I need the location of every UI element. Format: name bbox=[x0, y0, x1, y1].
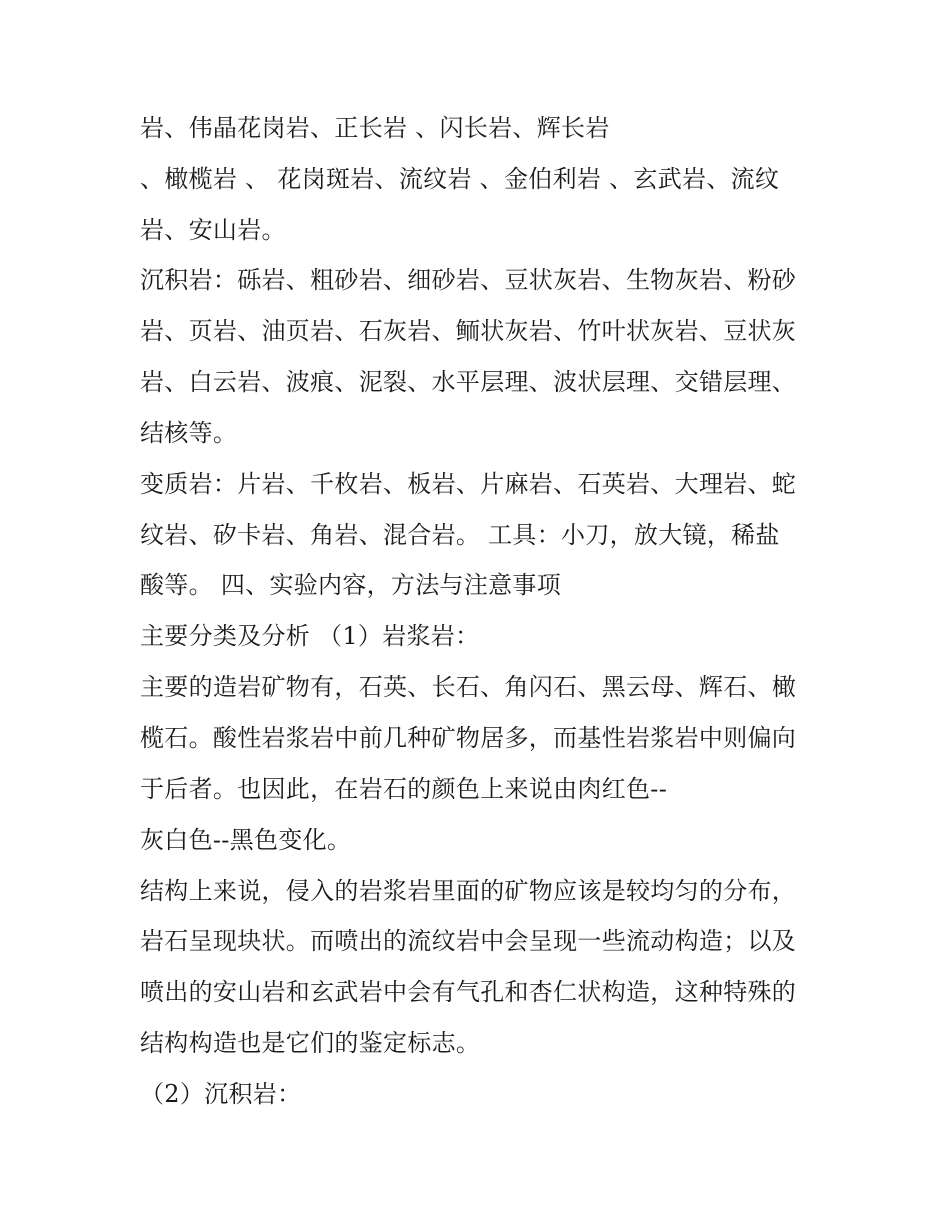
section-heading: 主要分类及分析 （1）岩浆岩： bbox=[140, 622, 480, 650]
text-line: 结构构造也是它们的鉴定标志。 bbox=[140, 1029, 481, 1057]
text-line: 灰白色--黑色变化。 bbox=[140, 826, 352, 854]
text-line: 喷出的安山岩和玄武岩中会有气孔和杏仁状构造，这种特殊的 bbox=[140, 978, 797, 1006]
text-line: 、橄榄岩 、 花岗斑岩、流纹岩 、金伯利岩 、玄武岩、流纹 bbox=[140, 165, 780, 193]
text-line: 沉积岩：砾岩、粗砂岩、细砂岩、豆状灰岩、生物灰岩、粉砂 bbox=[140, 266, 797, 294]
text-line: 岩、伟晶花岗岩、正长岩 、闪长岩、辉长岩 bbox=[140, 114, 610, 142]
section-heading: （2）沉积岩： bbox=[140, 1080, 302, 1108]
text-line: 岩、白云岩、波痕、泥裂、水平层理、波状层理、交错层理、 bbox=[140, 368, 797, 396]
text-line: 岩、页岩、油页岩、石灰岩、鲕状灰岩、竹叶状灰岩、豆状灰 bbox=[140, 317, 797, 345]
text-line: 结核等。 bbox=[140, 419, 238, 447]
text-line: 岩、安山岩。 bbox=[140, 216, 286, 244]
text-line: 结构上来说，侵入的岩浆岩里面的矿物应该是较均匀的分布， bbox=[140, 877, 797, 905]
text-line: 于后者。也因此，在岩石的颜色上来说由肉红色-- bbox=[140, 775, 668, 803]
text-line: 岩石呈现块状。而喷出的流纹岩中会呈现一些流动构造；以及 bbox=[140, 927, 797, 955]
text-line: 酸等。 四、实验内容，方法与注意事项 bbox=[140, 571, 562, 599]
text-line: 榄石。酸性岩浆岩中前几种矿物居多，而基性岩浆岩中则偏向 bbox=[140, 724, 797, 752]
text-line: 纹岩、矽卡岩、角岩、混合岩。 工具：小刀，放大镜，稀盐 bbox=[140, 521, 780, 549]
text-line: 变质岩：片岩、千枚岩、板岩、片麻岩、石英岩、大理岩、蛇 bbox=[140, 470, 797, 498]
text-line: 主要的造岩矿物有，石英、长石、角闪石、黑云母、辉石、橄 bbox=[140, 673, 797, 701]
